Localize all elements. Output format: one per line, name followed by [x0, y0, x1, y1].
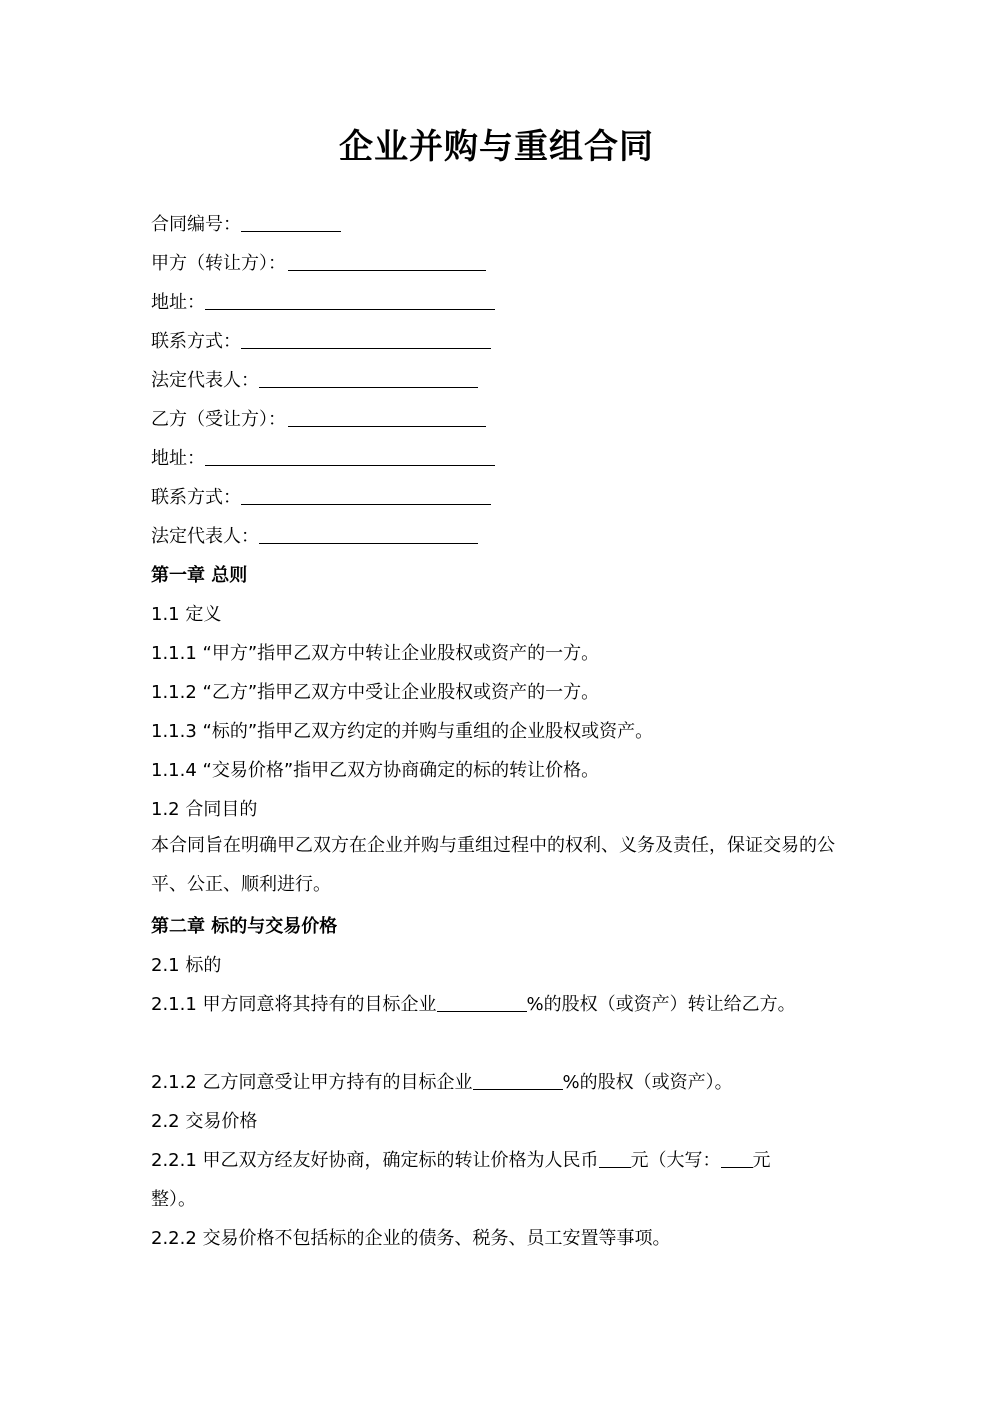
party-b-address-blank[interactable] [205, 447, 495, 466]
party-a-row [151, 251, 486, 277]
party-b-label: 乙方（受让方）： [151, 409, 286, 430]
clause-2-2-1 [151, 1148, 771, 1174]
party-b-rep-row [151, 524, 478, 550]
clause-1-1-1: 1.1.1 “甲方”指甲乙双方中转让企业股权或资产的一方。 [151, 643, 600, 664]
party-a-rep-label: 法定代表人： [151, 370, 259, 391]
clause-1-1-2: 1.1.2 “乙方”指甲乙双方中受让企业股权或资产的一方。 [151, 682, 600, 703]
clause-2-1-2 [151, 1070, 733, 1096]
party-a-address-row [151, 290, 495, 316]
clause-1-1-3: 1.1.3 “标的”指甲乙双方约定的并购与重组的企业股权或资产。 [151, 721, 654, 742]
contract-number-blank[interactable] [241, 213, 341, 232]
clause-2-2-1-text-mid: 元（大写： [630, 1150, 721, 1171]
chapter-1-heading: 第一章 总则 [151, 565, 248, 586]
clause-2-1-2-text-start: 2.1.2 乙方同意受让甲方持有的目标企业 [151, 1072, 473, 1093]
party-b-address-row [151, 446, 495, 472]
section-1-2-heading: 1.2 合同目的 [151, 799, 258, 820]
clause-2-2-2: 2.2.2 交易价格不包括标的企业的债务、税务、员工安置等事项。 [151, 1228, 671, 1249]
section-2-2-heading: 2.2 交易价格 [151, 1111, 258, 1132]
party-a-contact-blank[interactable] [241, 330, 491, 349]
clause-2-1-1 [151, 992, 796, 1018]
document-title: 企业并购与重组合同 [339, 127, 654, 167]
party-a-address-blank[interactable] [205, 291, 495, 310]
price-amount-blank[interactable] [599, 1149, 631, 1168]
party-b-rep-label: 法定代表人： [151, 526, 259, 547]
clause-2-1-1-text-end: %的股权（或资产）转让给乙方。 [526, 994, 796, 1015]
clause-2-2-1-text-end: 元 [752, 1150, 771, 1171]
party-a-contact-label: 联系方式： [151, 331, 241, 352]
party-b-blank[interactable] [288, 408, 486, 427]
party-a-rep-row [151, 368, 478, 394]
clause-2-1-2-percent-blank[interactable] [473, 1071, 563, 1090]
clause-2-2-1-text-start: 2.2.1 甲乙双方经友好协商，确定标的转让价格为人民币 [151, 1150, 599, 1171]
party-a-address-label: 地址： [151, 292, 205, 313]
party-b-contact-row [151, 485, 491, 511]
clause-2-2-1-continuation: 整）。 [151, 1189, 196, 1210]
party-b-contact-blank[interactable] [241, 486, 491, 505]
contract-number-row [151, 212, 341, 238]
party-a-contact-row [151, 329, 491, 355]
clause-2-1-2-text-end: %的股权（或资产）。 [562, 1072, 733, 1093]
party-a-blank[interactable] [288, 252, 486, 271]
clause-1-1-4: 1.1.4 “交易价格”指甲乙双方协商确定的标的转让价格。 [151, 760, 600, 781]
chapter-2-heading: 第二章 标的与交易价格 [151, 916, 338, 937]
party-a-label: 甲方（转让方）： [151, 253, 286, 274]
section-2-1-heading: 2.1 标的 [151, 955, 222, 976]
contract-number-label: 合同编号： [151, 214, 241, 235]
party-b-row [151, 407, 486, 433]
party-b-address-label: 地址： [151, 448, 205, 469]
party-b-rep-blank[interactable] [259, 525, 478, 544]
contract-purpose-paragraph: 本合同旨在明确甲乙双方在企业并购与重组过程中的权利、义务及责任，保证交易的公平、公正、顺利进行。 [151, 835, 835, 895]
clause-2-1-1-percent-blank[interactable] [437, 993, 527, 1012]
party-b-contact-label: 联系方式： [151, 487, 241, 508]
section-1-1-heading: 1.1 定义 [151, 604, 222, 625]
party-a-rep-blank[interactable] [259, 369, 478, 388]
price-in-words-blank[interactable] [721, 1149, 753, 1168]
clause-2-1-1-text-start: 2.1.1 甲方同意将其持有的目标企业 [151, 994, 437, 1015]
